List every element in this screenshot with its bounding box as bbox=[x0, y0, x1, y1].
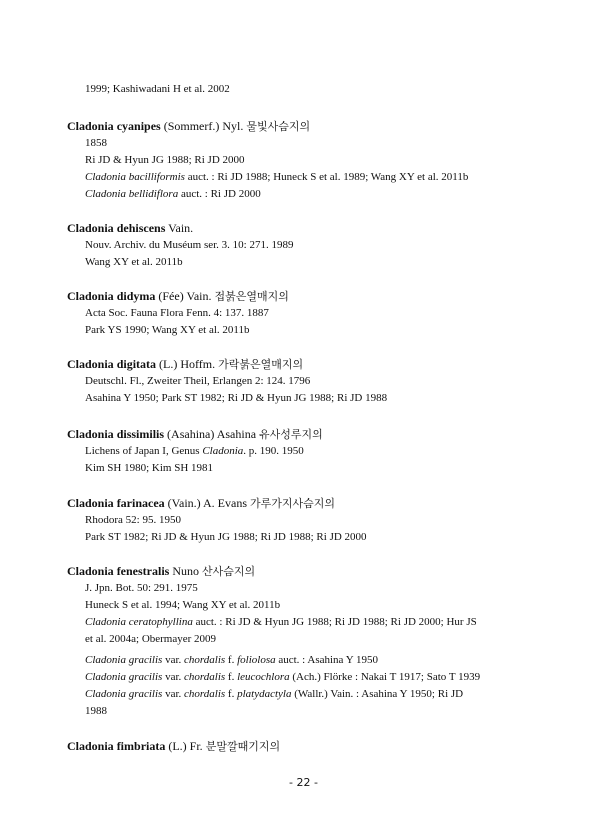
korean-name: 가락붉은열매지의 bbox=[218, 358, 304, 371]
rank-label: f. bbox=[227, 654, 235, 666]
species-heading bbox=[67, 738, 280, 755]
author-citation: Nuno bbox=[172, 564, 200, 578]
synonym-references: auct. : Ri JD & Hyun JG 1988; Ri JD 1988; Ri JD 2000; Hur JS bbox=[195, 616, 477, 628]
genus-name: Cladonia bbox=[67, 357, 114, 371]
continued-reference-line: 1999; Kashiwadani H et al. 2002 bbox=[85, 83, 230, 95]
korean-name: 산사슴지의 bbox=[202, 565, 256, 578]
species-epithet: fenestralis bbox=[116, 564, 170, 578]
synonym-references: auct. : Asahina Y 1950 bbox=[278, 654, 379, 666]
rank-label: var. bbox=[165, 654, 182, 666]
synonym-line bbox=[85, 187, 261, 201]
synonym-variety: chordalis bbox=[184, 671, 226, 683]
reference-list: Ri JD & Hyun JG 1988; Ri JD 2000 bbox=[85, 154, 245, 166]
synonym-line bbox=[85, 170, 468, 184]
reference-list: Huneck S et al. 1994; Wang XY et al. 2011b bbox=[85, 599, 281, 611]
genus-name: Cladonia bbox=[67, 289, 114, 303]
synonym-genus-species: Cladonia gracilis bbox=[85, 671, 163, 683]
synonym-line bbox=[85, 653, 378, 667]
publication-citation: Deutschl. Fl., Zweiter Theil, Erlangen 2: 124. 1796 bbox=[85, 375, 311, 387]
reference-list: Park ST 1982; Ri JD & Hyun JG 1988; Ri JD 1988; Ri JD 2000 bbox=[85, 531, 367, 543]
rank-label: var. bbox=[165, 688, 182, 700]
synonym-references: (Wallr.) Vain. : Asahina Y 1950; Ri JD bbox=[294, 688, 464, 700]
species-heading bbox=[67, 495, 335, 512]
species-epithet: dehiscens bbox=[116, 221, 166, 235]
synonym-references: (Ach.) Flörke : Nakai T 1917; Sato T 1939 bbox=[292, 671, 481, 683]
species-epithet: cyanipes bbox=[116, 119, 161, 133]
synonym-variety: chordalis bbox=[184, 654, 226, 666]
reference-list: Asahina Y 1950; Park ST 1982; Ri JD & Hyun JG 1988; Ri JD 1988 bbox=[85, 392, 388, 404]
rank-label: var. bbox=[165, 671, 182, 683]
reference-list: Kim SH 1980; Kim SH 1981 bbox=[85, 462, 214, 474]
author-citation: (Fée) Vain. bbox=[158, 289, 212, 303]
publication-citation: J. Jpn. Bot. 50: 291. 1975 bbox=[85, 582, 198, 594]
species-heading bbox=[67, 288, 289, 305]
species-epithet: digitata bbox=[116, 357, 157, 371]
synonym-line bbox=[85, 615, 477, 629]
publication-year: 1858 bbox=[85, 137, 107, 149]
species-heading bbox=[67, 426, 323, 443]
publication-citation: Nouv. Archiv. du Muséum ser. 3. 10: 271. 1989 bbox=[85, 239, 294, 251]
rank-label: f. bbox=[227, 671, 235, 683]
author-citation: (L.) Fr. bbox=[168, 739, 203, 753]
species-heading bbox=[67, 356, 303, 373]
synonym-continuation: et al. 2004a; Obermayer 2009 bbox=[85, 633, 217, 645]
rank-label: f. bbox=[227, 688, 235, 700]
synonym-form: foliolosa bbox=[237, 654, 276, 666]
synonym-form: platydactyla bbox=[237, 688, 292, 700]
synonym-genus-species: Cladonia gracilis bbox=[85, 654, 163, 666]
synonym-name: Cladonia ceratophyllina bbox=[85, 616, 193, 628]
genus-name: Cladonia bbox=[67, 496, 114, 510]
author-citation: Vain. bbox=[168, 221, 194, 235]
synonym-name: Cladonia bellidiflora bbox=[85, 188, 179, 200]
species-epithet: didyma bbox=[116, 289, 156, 303]
species-epithet: dissimilis bbox=[116, 427, 165, 441]
species-heading bbox=[67, 118, 310, 135]
korean-name: 유사성루지의 bbox=[259, 428, 323, 441]
synonym-references: auct. : Ri JD 2000 bbox=[180, 188, 261, 200]
page-number: - 22 - bbox=[289, 776, 318, 789]
author-citation: (Vain.) A. Evans bbox=[167, 496, 247, 510]
korean-name: 접붉은열매지의 bbox=[214, 290, 289, 303]
author-citation: (L.) Hoffm. bbox=[159, 357, 216, 371]
korean-name: 분말깔때기지의 bbox=[205, 740, 281, 753]
genus-name: Cladonia bbox=[67, 119, 114, 133]
publication-text: . p. 190. 1950 bbox=[243, 445, 304, 457]
synonym-line bbox=[85, 670, 480, 684]
synonym-genus-species: Cladonia gracilis bbox=[85, 688, 163, 700]
korean-name: 가루가지사슴지의 bbox=[250, 497, 336, 510]
publication-genus: Cladonia bbox=[202, 445, 244, 457]
synonym-references: auct. : Ri JD 1988; Huneck S et al. 1989; Wang XY et al. 2011b bbox=[187, 171, 469, 183]
synonym-continuation: 1988 bbox=[85, 705, 107, 717]
reference-list: Park YS 1990; Wang XY et al. 2011b bbox=[85, 324, 250, 336]
publication-citation: Acta Soc. Fauna Flora Fenn. 4: 137. 1887 bbox=[85, 307, 269, 319]
synonym-form: leucochlora bbox=[237, 671, 290, 683]
species-heading bbox=[67, 220, 193, 236]
reference-list: Wang XY et al. 2011b bbox=[85, 256, 183, 268]
publication-text: Lichens of Japan I, Genus bbox=[85, 445, 200, 457]
species-epithet: farinacea bbox=[116, 496, 165, 510]
genus-name: Cladonia bbox=[67, 564, 114, 578]
publication-citation bbox=[85, 444, 304, 458]
synonym-variety: chordalis bbox=[184, 688, 226, 700]
author-citation: (Asahina) Asahina bbox=[167, 427, 257, 441]
genus-name: Cladonia bbox=[67, 427, 114, 441]
synonym-line bbox=[85, 687, 463, 701]
author-citation: (Sommerf.) Nyl. bbox=[163, 119, 244, 133]
korean-name: 물빛사슴지의 bbox=[246, 120, 311, 133]
genus-name: Cladonia bbox=[67, 739, 114, 753]
species-heading bbox=[67, 563, 255, 580]
genus-name: Cladonia bbox=[67, 221, 114, 235]
species-epithet: fimbriata bbox=[116, 739, 166, 753]
publication-citation: Rhodora 52: 95. 1950 bbox=[85, 514, 181, 526]
synonym-name: Cladonia bacilliformis bbox=[85, 171, 185, 183]
